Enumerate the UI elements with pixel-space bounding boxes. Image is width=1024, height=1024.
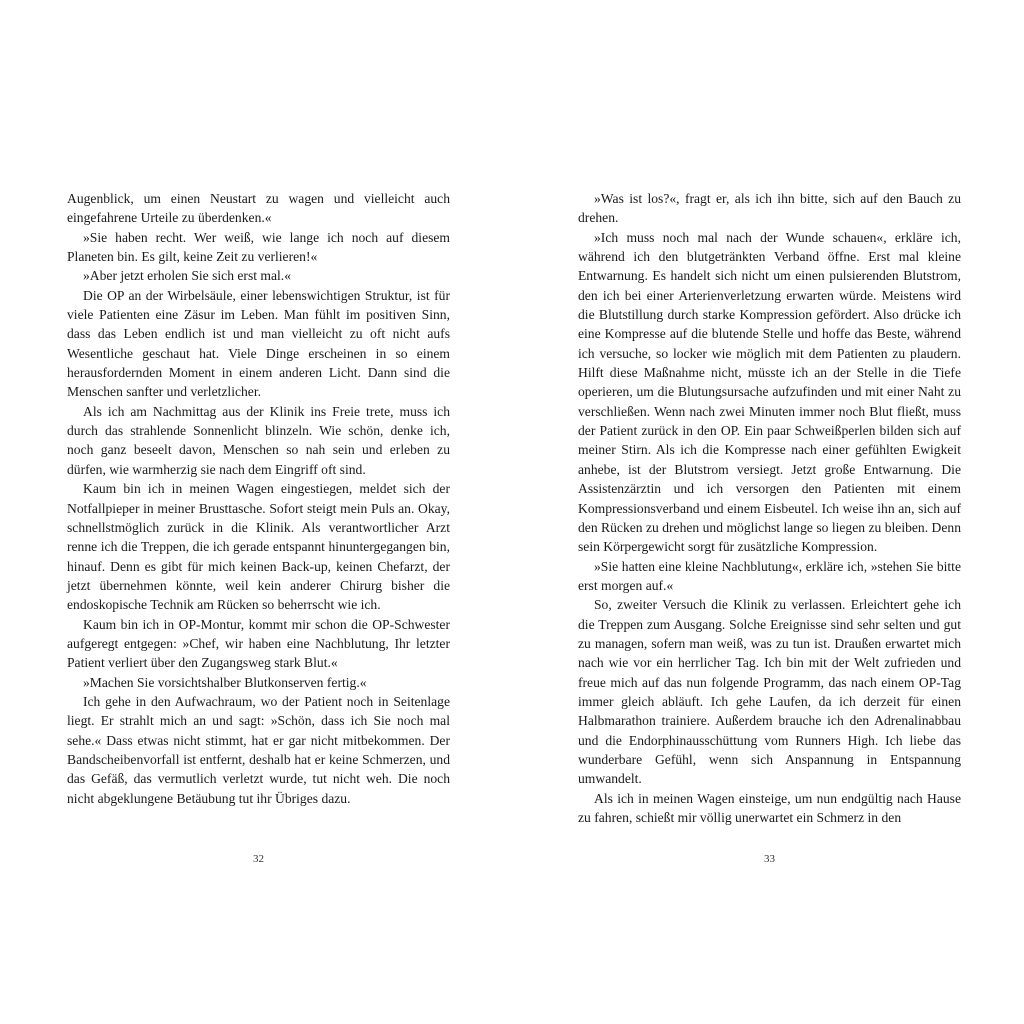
paragraph: »Machen Sie vorsichtshalber Blutkonserven fertig.«: [83, 674, 367, 690]
right-page: [578, 189, 961, 909]
paragraph: »Was ist los?«, fragt er, als ich ihn bitte, sich auf den Bauch zu drehen.: [578, 191, 961, 226]
left-page-text: [67, 189, 450, 808]
paragraph: Kaum bin ich in meinen Wagen eingestiegen, meldet sich der Notfallpieper in meiner Brusttasche. Sofort steigt mein Puls an. Okay, schnellstmöglich zurück in die Klinik. Als verantwortlicher Arzt renne ich die Treppen, die ich gerade entspannt hinuntergegangen bin, hinauf. Denn es gibt für mich keinen Back-up, keinen Chefarzt, der jetzt übernehmen könnte, weil kein anderer Chirurg bisher die endoskopische Technik am Rücken so beherrscht wie ich.: [67, 481, 450, 613]
paragraph: Ich gehe in den Aufwachraum, wo der Patient noch in Seitenlage liegt. Er strahlt mich an und sagt: »Schön, dass ich Sie noch mal sehe.« Dass etwas nicht stimmt, hat er gar nicht mitbekommen. Der Bandscheibenvorfall ist entfernt, deshalb hat er keine Schmerzen, und das Gefäß, das vermutlich verletzt wurde, tut nicht weh. Die noch nicht abgeklungene Betäubung tut ihr Übriges dazu.: [67, 693, 450, 806]
paragraph: »Sie hatten eine kleine Nachblutung«, erkläre ich, »stehen Sie bitte erst morgen auf.«: [578, 558, 961, 593]
page-number: 33: [764, 853, 775, 865]
paragraph: Kaum bin ich in OP-Montur, kommt mir schon die OP-Schwester aufgeregt entgegen: »Chef, wir haben eine Nachblutung, Ihr letzter Patient verliert über den Zugangsweg stark Blut.«: [67, 616, 450, 671]
left-page: [67, 189, 450, 909]
paragraph: Die OP an der Wirbelsäule, einer lebenswichtigen Struktur, ist für viele Patienten eine Zäsur im Leben. Man fühlt im positiven Sinn, dass das Leben endlich ist und man vielleicht zu oft nicht aufs Wesentliche geschaut hat. Viele Dinge erscheinen in so einem herausfordernden Moment in einem anderen Licht. Dann sind die Menschen sanfter und verletzlicher.: [67, 287, 450, 400]
paragraph: Als ich in meinen Wagen einsteige, um nun endgültig nach Hause zu fahren, schießt mir völlig unerwartet ein Schmerz in den: [578, 790, 961, 825]
paragraph: So, zweiter Versuch die Klinik zu verlassen. Erleichtert gehe ich die Treppen zum Ausgang. Solche Ereignisse sind sehr selten und gut zu managen, sofern man weiß, was zu tun ist. Draußen erwartet mich nach wie vor ein herrlicher Tag. Ich bin mit der Welt zufrieden und freue mich auf das nun folgende Programm, das nach einem OP-Tag immer gleich abläuft. Ich gehe Laufen, da ich derzeit für einen Halbmarathon trainiere. Außerdem brauche ich den Adrenalinabbau und die Endorphinausschüttung vom Runners High. Ich liebe das wunderbare Gefühl, wenn sich Anspannung in Entspannung umwandelt.: [578, 597, 961, 787]
right-page-text: [578, 189, 961, 827]
page-number: 32: [253, 853, 264, 865]
paragraph: »Aber jetzt erholen Sie sich erst mal.«: [83, 268, 291, 284]
paragraph: »Sie haben recht. Wer weiß, wie lange ich noch auf diesem Planeten bin. Es gilt, keine Zeit zu verlieren!«: [67, 229, 450, 265]
paragraph: »Ich muss noch mal nach der Wunde schauen«, erkläre ich, während ich den blutgetränkten Verband öffne. Erst mal kleine Entwarnung. Es handelt sich nicht um einen pulsierenden Blutstrom, den ich bei einer Arterienverletzung erwarten würde. Meistens wird die Blutstillung durch starke Kompression gefördert. Also drücke ich eine Kompresse auf die blutende Stelle und hoffe das Beste, während ich versuche, so locker wie möglich mit dem Patienten zu plaudern. Hilft diese Maßnahme nicht, müsste ich an der Stelle in die Tiefe operieren, um die Blutungsursache aufzufinden und mit einer Naht zu verschließen. Wenn nach zwei Minuten immer noch Blut fließt, muss der Patient zurück in den OP. Ein paar Schweißperlen bilden sich auf meiner Stirn. Als ich die Kompresse nach einer gefühlten Ewigkeit anhebe, ist der Blutstrom versiegt. Jetzt große Entwarnung. Die Assistenzärztin und ich versorgen den Patienten mit einem Kompressionsverband und einem Eisbeutel. Ich weise ihn an, sich auf den Rücken zu drehen und möglichst lange so liegen zu bleiben. Denn sein Körpergewicht sorgt für zusätzliche Kompression.: [578, 229, 961, 555]
paragraph: Augenblick, um einen Neustart zu wagen und vielleicht auch eingefahrene Urteile zu überdenken.«: [67, 191, 450, 226]
paragraph: Als ich am Nachmittag aus der Klinik ins Freie trete, muss ich durch das strahlende Sonnenlicht blinzeln. Wie schön, denke ich, noch ganz beseelt davon, Menschen so nah sein und erleben zu dürfen, wie warmherzig sie nach dem Eingriff oft sind.: [67, 403, 450, 477]
